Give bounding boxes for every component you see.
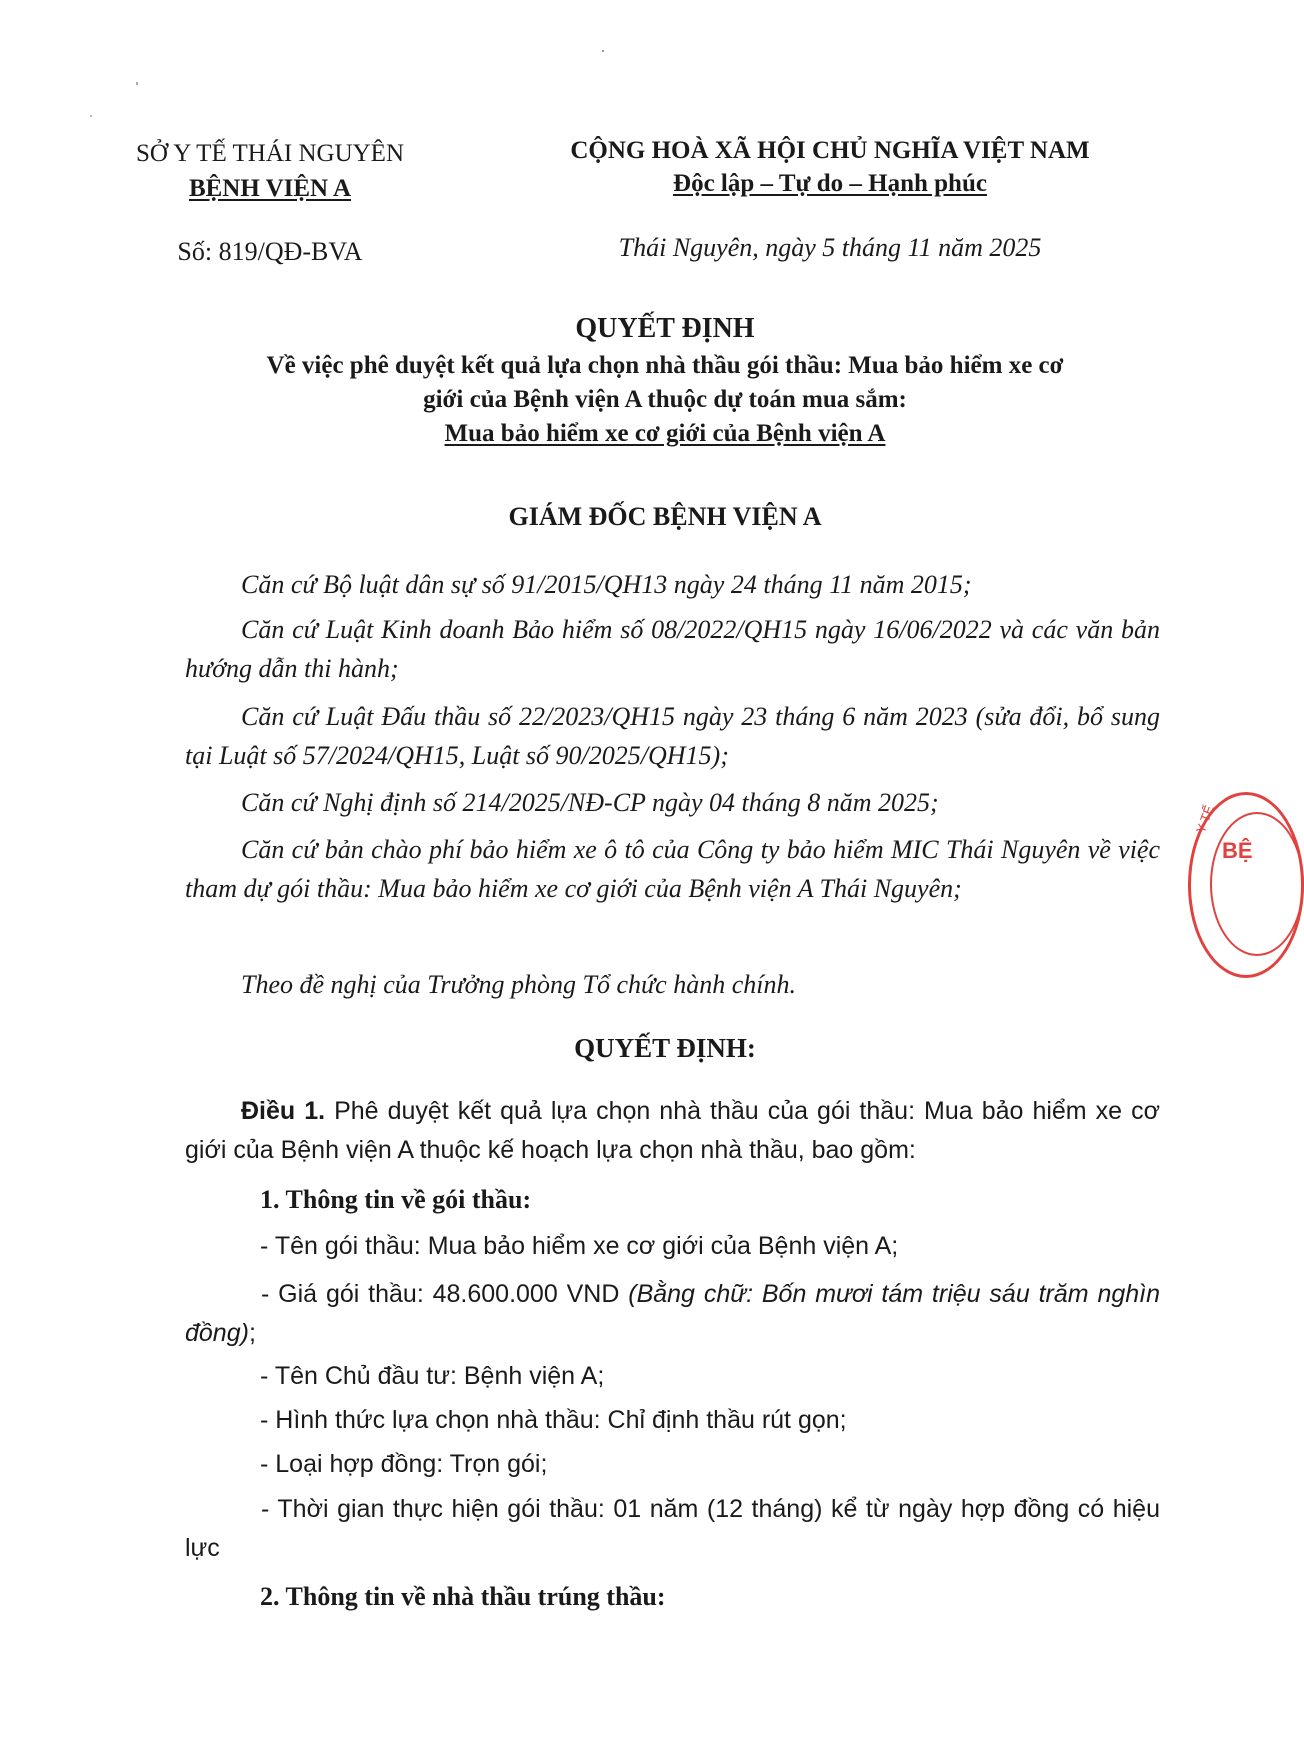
issuing-authority: GIÁM ĐỐC BỆNH VIỆN A <box>508 502 822 531</box>
package-price-amount: - Giá gói thầu: 48.600.000 VND <box>261 1280 629 1308</box>
official-stamp-inner-ring <box>1210 812 1304 956</box>
legal-basis-6: Theo đề nghị của Trưởng phòng Tổ chức hành chính. <box>241 970 796 999</box>
page-title: QUYẾT ĐỊNH <box>575 313 755 344</box>
contract-type: - Loại hợp đồng: Trọn gói; <box>260 1450 548 1478</box>
title-subject-line2: giới của Bệnh viện A thuộc dự toán mua sắm: <box>423 386 907 413</box>
stamp-text: BỆ <box>1222 838 1253 863</box>
country-name: CỘNG HOÀ XÃ HỘI CHỦ NGHĨA VIỆT NAM <box>570 137 1090 164</box>
execution-duration: - Thời gian thực hiện gói thầu: 01 năm (12 tháng) kể từ ngày hợp đồng có hiệu lực <box>185 1495 1160 1562</box>
agency-name: SỞ Y TẾ THÁI NGUYÊN <box>135 140 405 167</box>
legal-basis-5: Căn cứ bản chào phí bảo hiểm xe ô tô của Công ty bảo hiểm MIC Thái Nguyên về việc tham dự gói thầu: Mua bảo hiểm xe cơ giới của Bệnh viện A Thái Nguyên; <box>185 835 1160 903</box>
national-motto <box>540 170 1120 198</box>
title-subject-line3 <box>150 420 1180 448</box>
scan-speck <box>136 82 138 85</box>
section-1-heading: 1. Thông tin về gói thầu: <box>260 1185 532 1214</box>
national-motto-text: Độc lập – Tự do – Hạnh phúc <box>673 170 987 197</box>
legal-basis-4: Căn cứ Nghị định số 214/2025/NĐ-CP ngày 04 tháng 8 năm 2025; <box>241 788 939 817</box>
package-name: - Tên gói thầu: Mua bảo hiểm xe cơ giới của Bệnh viện A; <box>260 1232 899 1260</box>
article-1-text: Phê duyệt kết quả lựa chọn nhà thầu của gói thầu: Mua bảo hiểm xe cơ giới của Bệnh viện A thuộc kế hoạch lựa chọn nhà thầu, bao gồm: <box>185 1097 1160 1164</box>
title-subject-line3-text: Mua bảo hiểm xe cơ giới của Bệnh viện A <box>444 420 886 447</box>
stamp-ring-text: Y TẾ <box>1193 803 1217 836</box>
place-date: Thái Nguyên, ngày 5 tháng 11 năm 2025 <box>618 233 1042 262</box>
legal-basis-2: Căn cứ Luật Kinh doanh Bảo hiểm số 08/2022/QH15 ngày 16/06/2022 và các văn bản hướng dẫn thi hành; <box>185 615 1160 683</box>
package-price-words: (Bằng chữ: Bốn mươi tám triệu sáu trăm nghìn đồng) <box>185 1280 1161 1347</box>
scan-speck <box>602 50 604 52</box>
scan-speck <box>90 115 92 117</box>
section-2-heading: 2. Thông tin về nhà thầu trúng thầu: <box>260 1582 666 1611</box>
decision-heading: QUYẾT ĐỊNH: <box>574 1033 756 1063</box>
selection-method: - Hình thức lựa chọn nhà thầu: Chỉ định thầu rút gọn; <box>260 1406 847 1434</box>
hospital-name-text: BỆNH VIỆN A <box>188 175 352 202</box>
title-subject-line1: Về việc phê duyệt kết quả lựa chọn nhà thầu gói thầu: Mua bảo hiểm xe cơ <box>266 352 1064 379</box>
document-number: Số: 819/QĐ-BVA <box>177 237 363 266</box>
investor-name: - Tên Chủ đầu tư: Bệnh viện A; <box>260 1362 605 1390</box>
package-price-suffix: ; <box>248 1319 256 1347</box>
article-1 <box>185 1092 1160 1170</box>
legal-basis-1: Căn cứ Bộ luật dân sự số 91/2015/QH13 ngày 24 tháng 11 năm 2015; <box>241 570 972 599</box>
article-1-label: Điều 1. <box>241 1097 326 1125</box>
hospital-name <box>135 175 405 203</box>
legal-basis-3: Căn cứ Luật Đấu thầu số 22/2023/QH15 ngày 23 tháng 6 năm 2023 (sửa đổi, bổ sung tại Luật số 57/2024/QH15, Luật số 90/2025/QH15); <box>185 702 1160 770</box>
package-price <box>185 1275 1160 1353</box>
